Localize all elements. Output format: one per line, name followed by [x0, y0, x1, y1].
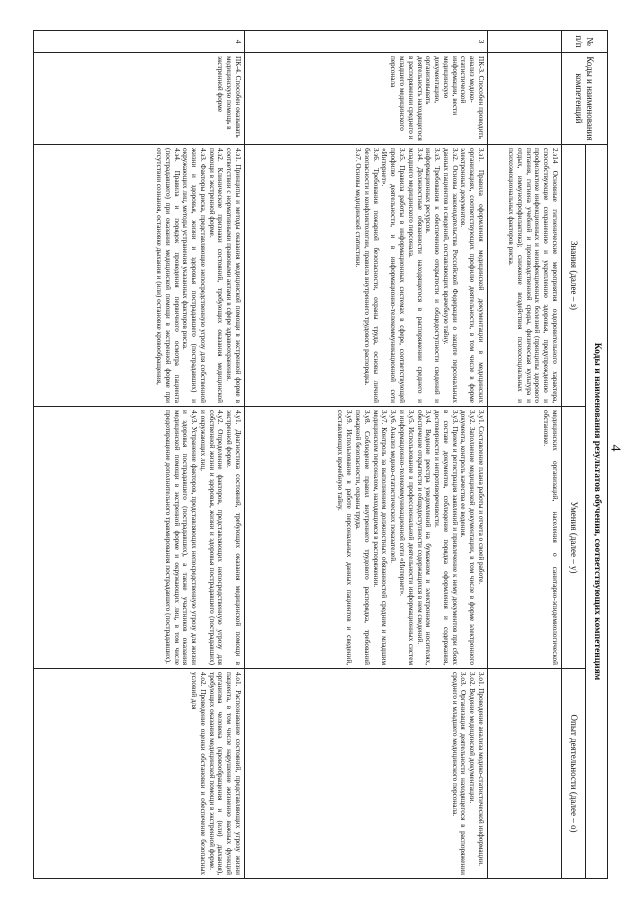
competency-table	[33, 30, 608, 879]
skill-item: медицинских организаций, населения о санитарно-эпидемиологической обстановке.	[542, 410, 559, 665]
header-skills: Умения (далее – у)	[562, 407, 586, 669]
row-experience	[245, 669, 488, 879]
knowledge-item: 4.з3. Факторы риска, представляющие непосредственную угрозу для собственной жизни и здоровья, жизни и здоровья пострадавшего (пострадавших) и окружающих лиц, методы устранения указанных факторов риска.	[181, 148, 207, 403]
knowledge-item: 4.з2. Клинические признаки состояний, требующих оказания медицинской помощи в экстренной форме.	[207, 148, 225, 403]
header-num: № п/п	[562, 31, 608, 53]
knowledge-item: 4.з1. Принципы и методы оказания медицинской помощи в экстренной форме в соответствии с нормативными правовыми актами в сфере здравоохранения.	[225, 148, 242, 403]
skill-item: 4.у1. Диагностика состояний, требующих оказания медицинской помощи в экстренной форме.	[225, 410, 242, 665]
experience-item: 3.о2. Ведение медицинской документации.	[468, 672, 477, 804]
page-number: 4	[607, 444, 623, 452]
row-code	[488, 53, 562, 145]
row-experience	[488, 669, 562, 879]
knowledge-item: 3.з2. Основы законодательства Российской Федерации о защите персональных данных пациентов и сведений, составляющих врачебную тайну.	[441, 148, 459, 403]
skill-item: 3.у9. Использование в работе персональных данных пациентов и сведений, составляющих врачебную тайну.	[336, 410, 354, 665]
skill-item: 3.у3. Прием и регистрация заявлений и привлечение к нему документов при сбоях в составе документов, соблюдение порядка оформления и содержания, достоверности и непротиворечивости.	[433, 410, 459, 665]
row-skills	[34, 407, 245, 669]
header-main: Коды и наименования результатов обучения, соответствующих компетенциям	[586, 145, 608, 879]
skill-item: 3.у7. Контроль за выполнением должностных обязанностей средним и младшим медицинским персоналом, находящимся в распоряжении.	[371, 410, 389, 665]
knowledge-item: 3.з6. Требования пожарной безопасности, охраны труда, основы личной безопасности и конфликтологии, правила внутреннего трудового распорядка.	[362, 148, 380, 403]
row-num: 3	[245, 31, 488, 53]
experience-item: 3.о3. Организация деятельности находящегося в распоряжении среднего и младшего медицинского персонала.	[450, 672, 468, 875]
row-knowledge	[245, 145, 488, 407]
row-skills	[245, 407, 488, 669]
row-code: ПК-4. Способен оказывать медицинскую помощь в экстренной форме	[34, 53, 245, 145]
knowledge-item: 3.з3. Требования к обеспечению открытости и общедоступности сведений и информационных ресурсов.	[424, 148, 442, 403]
knowledge-item: 3.з1. Правила оформления медицинской документации в медицинских организациях, соответствующих профилю деятельности, в том числе в форме электронных документов.	[459, 148, 485, 403]
header-code: Коды и наименования компетенций	[562, 53, 608, 145]
skill-item: 3.у4. Ведение реестра уведомлений на бумажном и электронном носителях, обеспечение открытости и общедоступности содержащихся в нем сведений.	[415, 410, 433, 665]
row-knowledge	[488, 145, 562, 407]
experience-item: 3.о1. Проведение анализа медико-статистической информации.	[477, 672, 485, 866]
row-code: ПК-3. Способен проводить анализ медико-статистической информации, вести медицинскую документацию, организовывать деятельность находящегося в распоряжении среднего и младшего медицинского персонала	[245, 53, 488, 145]
skill-item: 3.у8. Соблюдение правил внутреннего трудового распорядка, требований пожарной безопасности, охраны труда.	[354, 410, 371, 665]
knowledge-item: 4.з4. Правила и порядок проведения первичного осмотра пациента (пострадавшего) при оказании медицинской помощи в экстренной форме при отсутствии сознания, остановке дыхания и (или) остановке кровообращения,	[154, 148, 181, 403]
row-knowledge	[34, 145, 245, 407]
header-experience: Опыт деятельности (далее – о)	[562, 669, 586, 879]
skill-item: 3.у6. Анализ медико-статистических показателей.	[389, 410, 398, 563]
table-row	[245, 31, 488, 879]
skill-item: 3.у5. Использование в профессиональной деятельности информационных систем и информационно-телекоммуникационной сети «Интернет».	[397, 410, 415, 665]
table-row	[488, 31, 562, 879]
experience-item: 4.о2. Проведение оценки обстановки и обеспечение безопасных условий для	[190, 672, 207, 875]
competency-table-wrapper	[34, 30, 608, 878]
experience-item: 4.о1. Распознавание состояний, представляющих угрозу жизни пациента, в том числе нарушение жизненно важных функций организма человека (кровообращения и (или) дыхания), требующих оказания медицинской помощи в экстренной форме.	[207, 672, 242, 875]
skill-item: 4.у3. Устранение факторов, представляющих непосредственную угрозу для жизни и здоровья пострадавшего (пострадавших), а также участников оказания медицинской помощи в экстренной форме и окружающих лиц, в том числе предотвращение дополнительного травмирования пострадавшего (пострадавших).	[163, 410, 199, 665]
table-row	[34, 31, 245, 879]
skill-item: 4.у2. Определение факторов, представляющих непосредственную угрозу для собственной жизни и здоровья, жизни и здоровья пострадавшего (пострадавших) и окружающих лиц.	[198, 410, 225, 665]
knowledge-item: 3.з4. Должностные обязанности находящегося в распоряжении среднего и младшего медицинского персонала.	[406, 148, 424, 403]
row-num: 4	[34, 31, 245, 53]
row-skills	[488, 407, 562, 669]
row-num	[488, 31, 562, 53]
knowledge-item: 3.з7. Основы медицинской статистики.	[354, 148, 363, 268]
knowledge-item: 3.з5. Правила работы в информационных системах в сфере, соответствующей профилю деятельности, и в информационно-телекоммуникационной сети «Интернет».	[380, 148, 406, 403]
skill-item: 3.у1. Составление плана работы и отчета о своей работе.	[477, 410, 485, 585]
header-knowledge: Знания (далее – з)	[562, 145, 586, 407]
row-experience	[34, 669, 245, 879]
skill-item: 3.у2. Заполнение медицинской документации, в том числе в форме электронного документа, контроль качества ее ведения.	[459, 410, 477, 665]
knowledge-item: 2.з14 Основные гигиенические мероприятия оздоровительного характера, способствующие сохранению и укреплению здоровья, предупреждению и профилактике инфекционных и неинфекционных болезней (принципы здорового питания, гигиена учебной и производственной среды, физическая культура и отдых, иммунопрофилактика); снижение воздействия психосоциальных и психоэмоциональных факторов риска.	[507, 148, 559, 403]
